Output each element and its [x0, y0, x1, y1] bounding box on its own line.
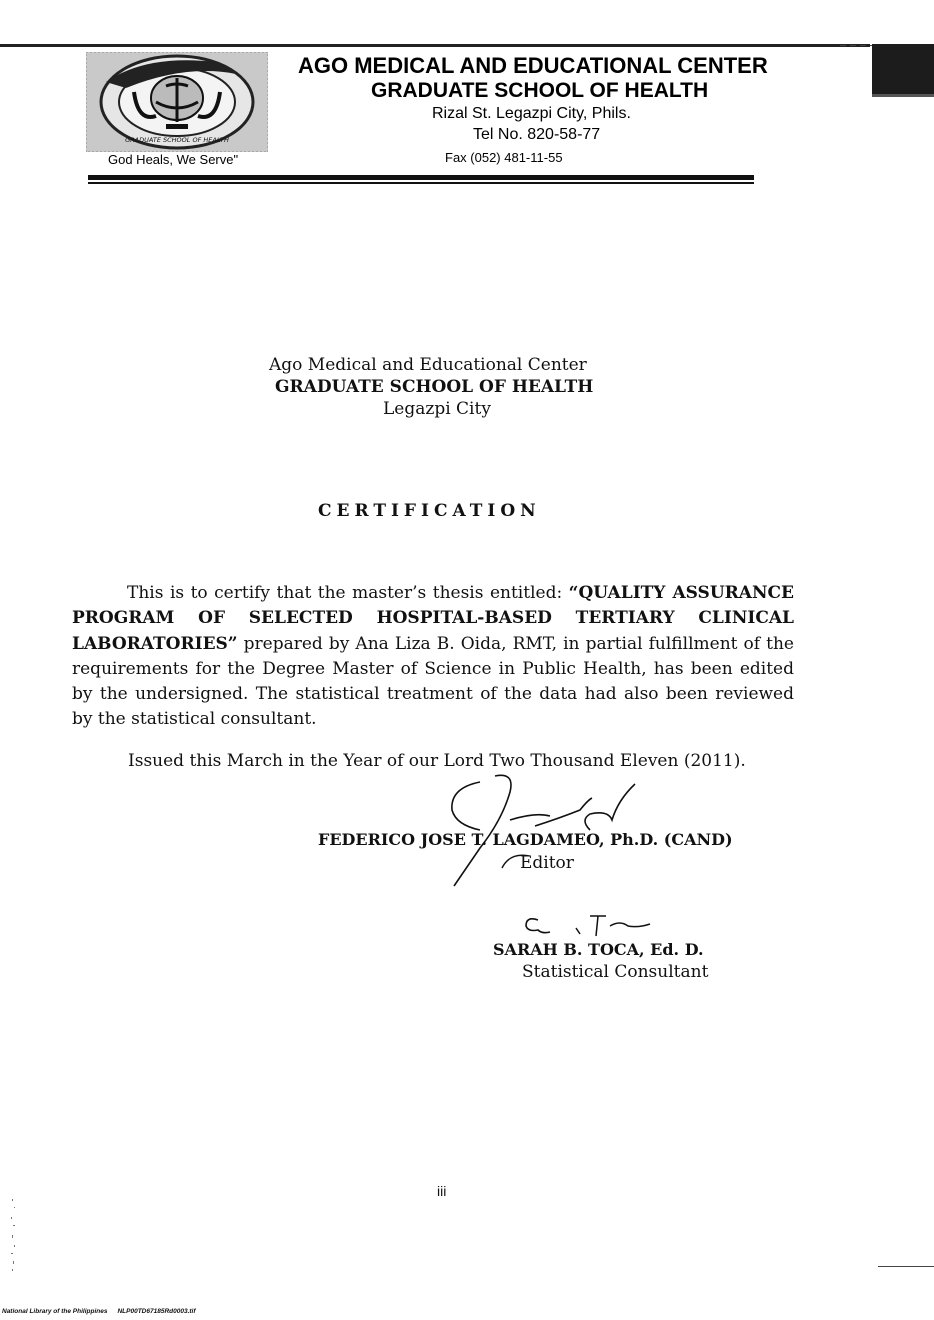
addressee-school: GRADUATE SCHOOL OF HEALTH	[275, 377, 594, 397]
consultant-name: SARAH B. TOCA, Ed. D.	[493, 940, 704, 959]
institution-name: AGO MEDICAL AND EDUCATIONAL CENTER	[298, 53, 768, 78]
motto: God Heals, We Serve"	[108, 152, 239, 167]
addressee-city: Legazpi City	[383, 399, 491, 419]
consultant-role: Statistical Consultant	[522, 962, 709, 982]
page-number: iii	[437, 1183, 447, 1199]
scan-library: National Library of the Philippines	[2, 1308, 108, 1315]
thesis-title: “QUALITY ASSURANCE PROGRAM OF SELECTED HOSPITAL-BASED TERTIARY CLINICAL LABORATORIES”	[72, 583, 794, 654]
scan-footer	[2, 1308, 196, 1315]
letterhead-divider-thick	[88, 175, 754, 180]
school-name: GRADUATE SCHOOL OF HEALTH	[371, 79, 709, 102]
certification-body	[72, 581, 794, 733]
scan-top-edge	[0, 44, 870, 47]
scan-margin-line	[878, 1266, 934, 1267]
school-seal-logo	[86, 52, 268, 152]
certification-title: CERTIFICATION	[318, 501, 541, 521]
scan-corner-shadow	[872, 44, 934, 94]
editor-name: FEDERICO JOSE T. LAGDAMEO, Ph.D. (CAND)	[318, 830, 733, 849]
scan-margin-specks	[6, 1195, 20, 1275]
fax-number: Fax (052) 481-11-55	[445, 150, 563, 165]
scan-filename: NLP00TD67185Rd0003.tif	[117, 1308, 196, 1315]
letterhead-divider-thin	[88, 182, 754, 184]
body-text: prepared by Ana Liza B. Oida, RMT, in partial fulfillment of the requirements for the Degree Master of Science in Public Health, has been edited by the undersigned. The statistical treatment of the data had also been reviewed by the statistical consultant.	[72, 633, 794, 730]
editor-role: Editor	[520, 853, 574, 873]
issued-date-line: Issued this March in the Year of our Lord Two Thousand Eleven (2011).	[128, 751, 746, 771]
addressee-institution: Ago Medical and Educational Center	[269, 355, 587, 375]
scan-corner-edge	[872, 94, 934, 97]
body-intro: This is to certify that the master’s thesis entitled:	[127, 583, 569, 603]
consultant-signature	[520, 912, 655, 942]
telephone-number: Tel No. 820-58-77	[473, 126, 601, 143]
institution-address: Rizal St. Legazpi City, Phils.	[432, 105, 631, 122]
svg-text:GRADUATE SCHOOL OF HEALTH: GRADUATE SCHOOL OF HEALTH	[125, 136, 229, 144]
